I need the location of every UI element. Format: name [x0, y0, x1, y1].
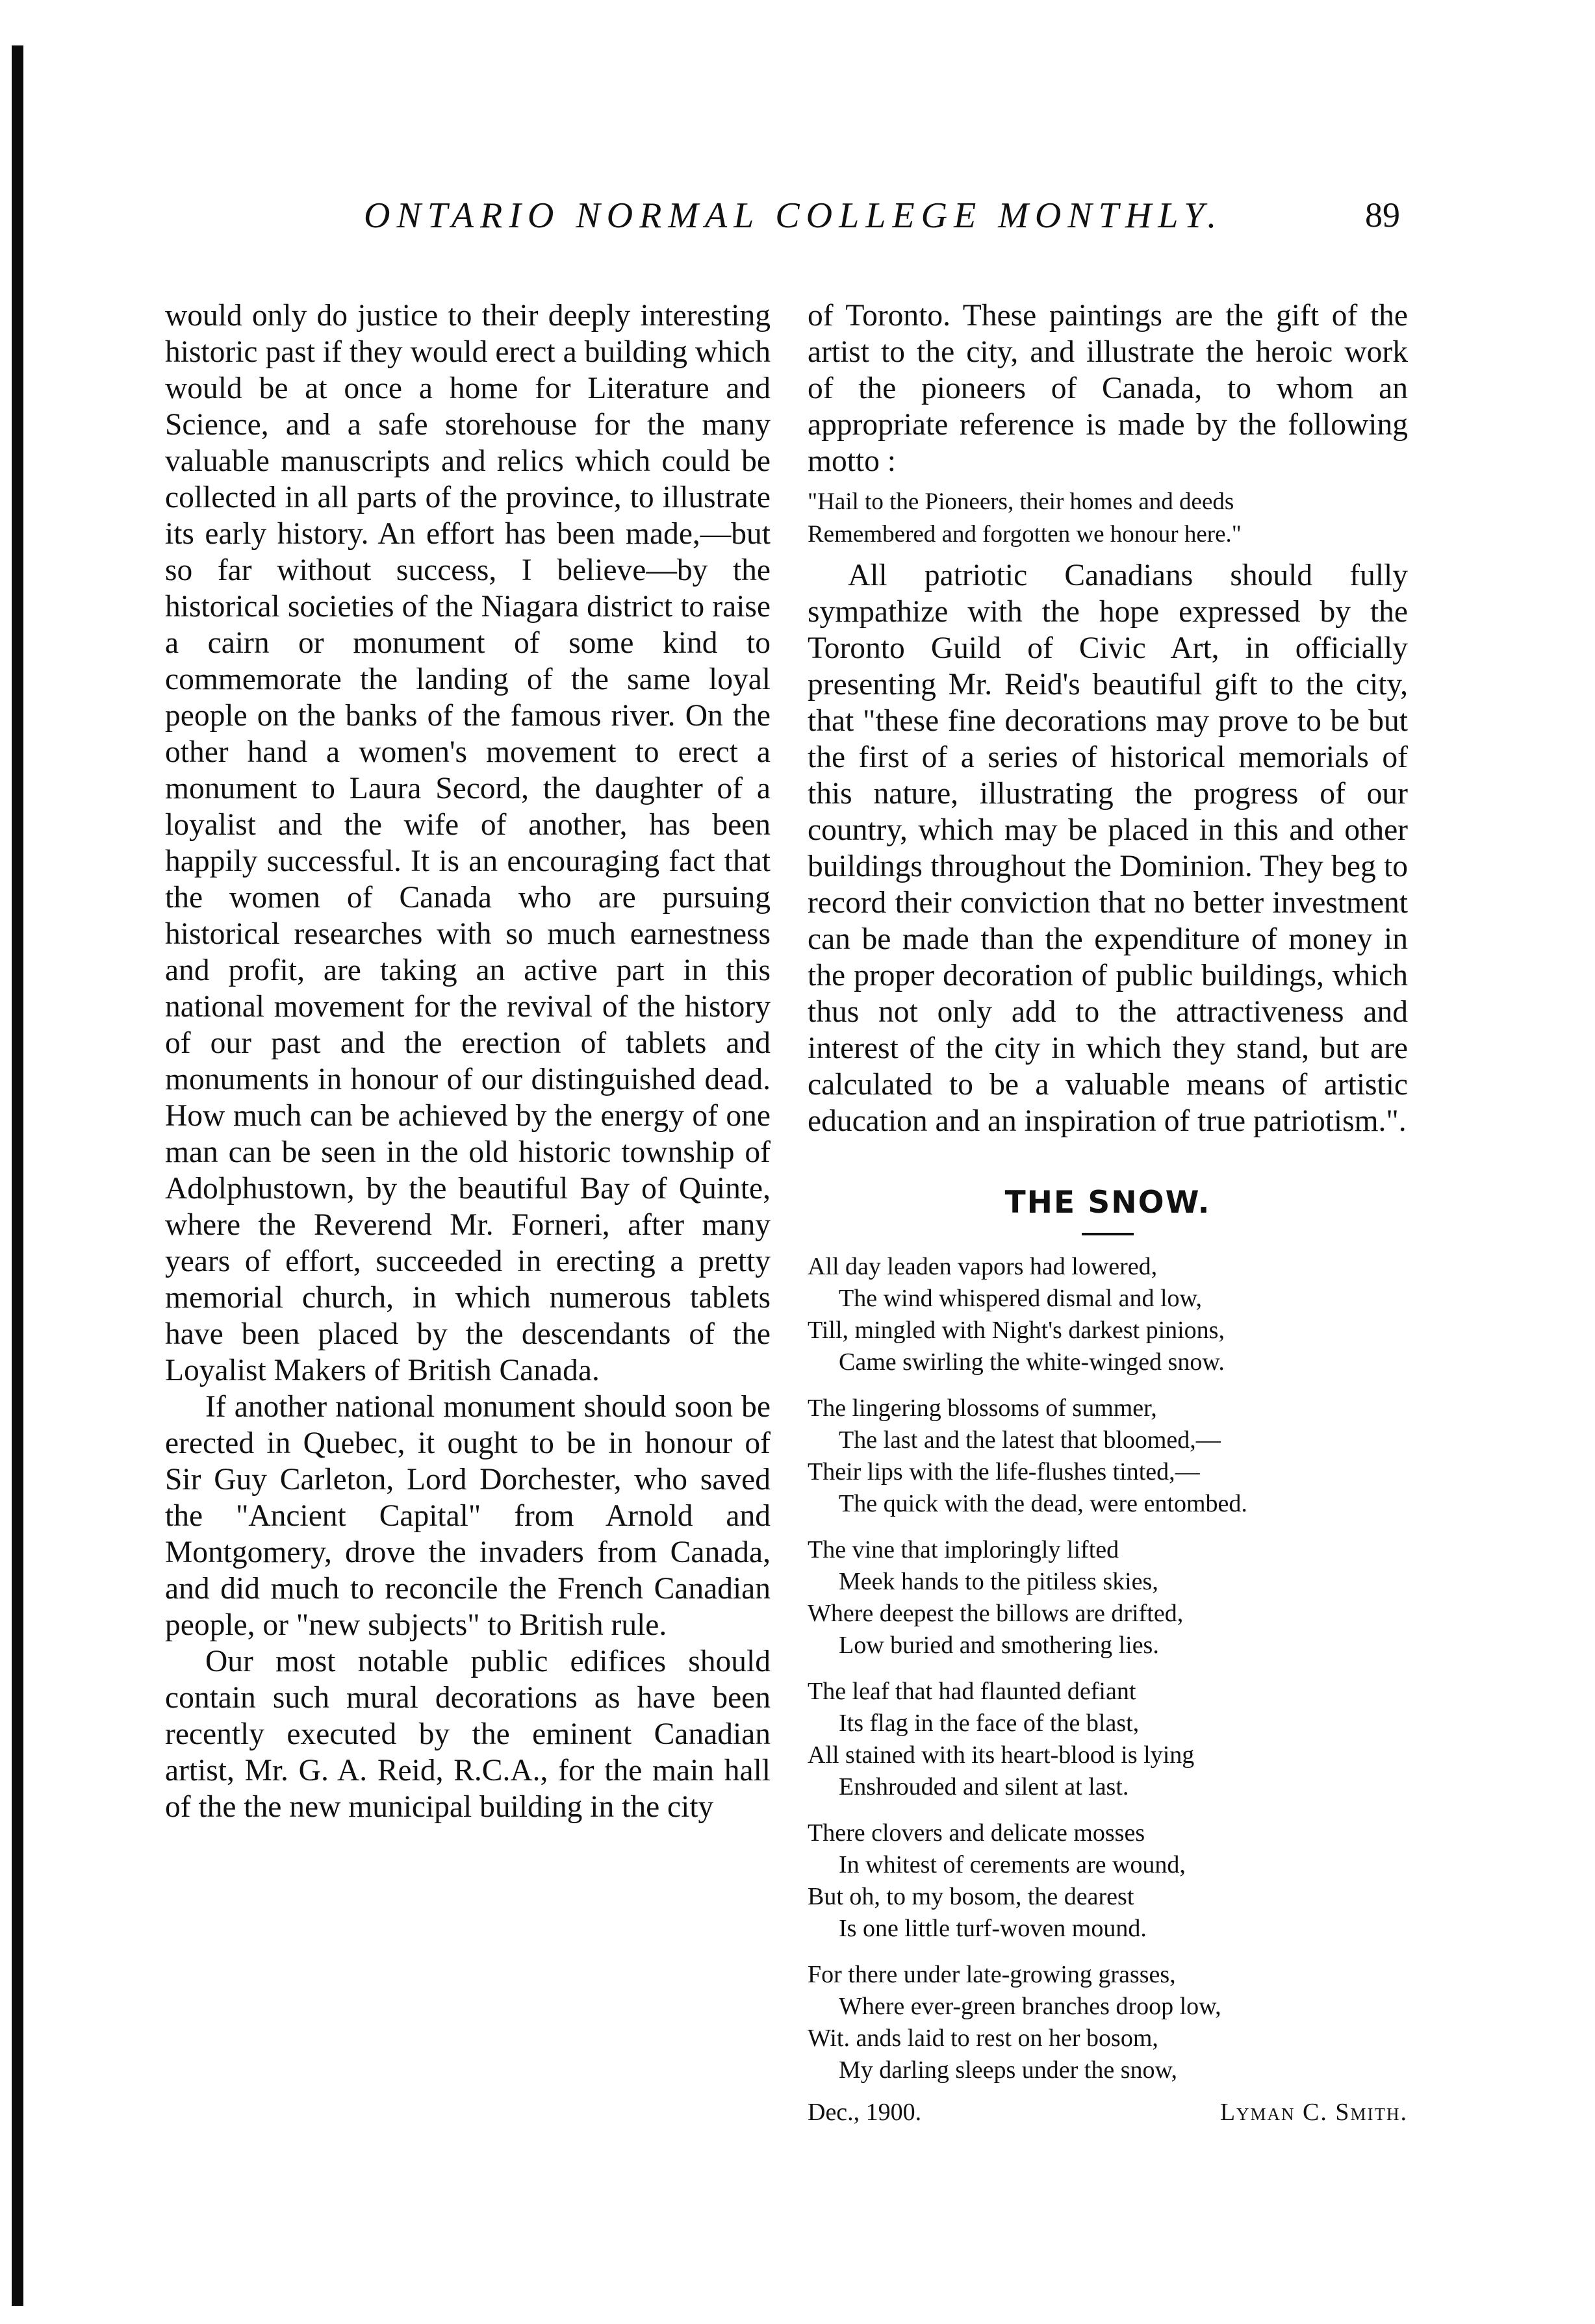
right-paragraph-2: All patriotic Canadians should fully sympathize with the hope expressed by the Toronto Guild of Civic Art, in officially presenting Mr. Reid's beautiful gift to the city, that "these fine decorations may prove to be but the first of a series of historical memorials of this nature, illustrating the progress of our country, which may be placed in this and other buildings throughout the Dominion. They beg to record their conviction that no better investment can be made than the expenditure of money in the proper decoration of public buildings, which thus not only add to the attractiveness and interest of the city in which they stand, but are calculated to be a valuable means of artistic education and an inspiration of true patriotism.".: [808, 559, 1408, 1138]
poem-author: Lyman C. Smith.: [1219, 2099, 1408, 2126]
poem-stanza: [808, 1676, 1408, 1803]
poem-line: The last and the latest that bloomed,—: [839, 1426, 1221, 1454]
left-paragraph-1: would only do justice to their deeply interesting historic past if they would erect a building which would be at once a home for Literature and Science, and a safe storehouse for the many valuable manuscripts and relics which could be collected in all parts of the province, to illustrate its early history. An effort has been made,—but so far without success, I believe—by the historical societies of the Niagara district to raise a cairn or monument of some kind to commemorate the landing of the same loyal people on the banks of the famous river. On the other hand a women's movement to erect a monument to Laura Secord, the daughter of a loyalist and the wife of another, has been happily successful. It is an encouraging fact that the women of Canada who are pursuing historical researches with so much earnestness and profit, are taking an active part in this national movement for the revival of the history of our past and the erection of tablets and monuments in honour of our distinguished dead. How much can be achieved by the energy of one man can be seen in the old historic township of Adolphustown, by the beautiful Bay of Quinte, where the Reverend Mr. Forneri, after many years of effort, succeeded in erecting a pretty memorial church, in which numerous tablets have been placed by the descendants of the Loyalist Makers of British Canada.: [165, 299, 771, 1387]
page-header: [364, 195, 1400, 247]
poem-stanza: [808, 1534, 1408, 1661]
page-number: 89: [1365, 196, 1400, 234]
pioneers-motto: [808, 486, 1408, 551]
right-paragraph-1: of Toronto. These paintings are the gift of the artist to the city, and illustrate the heroic work of the pioneers of Canada, to whom an appropriate reference is made by the following motto :: [808, 299, 1408, 478]
left-paragraph-2: If another national monument should soon be erected in Quebec, it ought to be in honour of Sir Guy Carleton, Lord Dorchester, who saved the "Ancient Capital" from Arnold and Montgomery, drove the invaders from Canada, and did much to reconcile the French Canadian people, or "new subjects" to British rule.: [165, 1390, 771, 1642]
poem-line: Where ever-green branches droop low,: [839, 1993, 1221, 2020]
poem-line: The leaf that had flaunted defiant: [808, 1678, 1136, 1705]
poem-line: Wit. ands laid to rest on her bosom,: [808, 2025, 1158, 2052]
poem-line: The wind whispered dismal and low,: [839, 1285, 1202, 1312]
poem: [808, 1251, 1408, 2129]
poem-line: Their lips with the life-flushes tinted,—: [808, 1458, 1200, 1485]
poem-line: But oh, to my bosom, the dearest: [808, 1883, 1134, 1910]
poem-line: The vine that imploringly lifted: [808, 1536, 1119, 1563]
poem-line: My darling sleeps under the snow,: [839, 2056, 1177, 2084]
poem-date: Dec., 1900.: [808, 2099, 922, 2126]
right-column: [808, 297, 1408, 2129]
poem-line: Meek hands to the pitiless skies,: [839, 1568, 1158, 1595]
poem-line: The quick with the dead, were entombed.: [839, 1490, 1247, 1517]
poem-stanza: [808, 1251, 1408, 1378]
poem-line: In whitest of cerements are wound,: [839, 1851, 1186, 1878]
poem-stanza: [808, 1959, 1408, 2086]
poem-line: Enshrouded and silent at last.: [839, 1773, 1129, 1800]
left-column: [165, 297, 771, 1825]
poem-line: Low buried and smothering lies.: [839, 1632, 1159, 1659]
poem-line: Till, mingled with Night's darkest pinions,: [808, 1317, 1225, 1344]
poem-stanza: [808, 1817, 1408, 1945]
poem-signature: [808, 2097, 1408, 2129]
poem-line: For there under late-growing grasses,: [808, 1961, 1176, 1988]
poem-line: Is one little turf-woven mound.: [839, 1915, 1147, 1942]
poem-line: All stained with its heart-blood is lying: [808, 1741, 1195, 1769]
title-rule-divider: [1082, 1233, 1134, 1235]
poem-line: The lingering blossoms of summer,: [808, 1395, 1157, 1422]
poem-line: Where deepest the billows are drifted,: [808, 1600, 1184, 1627]
poem-line: Came swirling the white-winged snow.: [839, 1348, 1225, 1376]
poem-line: There clovers and delicate mosses: [808, 1819, 1145, 1847]
motto-line: Remembered and forgotten we honour here.": [808, 521, 1242, 548]
left-paragraph-3: Our most notable public edifices should contain such mural decorations as have been recently executed by the eminent Canadian artist, Mr. G. A. Reid, R.C.A., for the main hall of the the new municipal building in the city: [165, 1645, 771, 1824]
motto-line: "Hail to the Pioneers, their homes and deeds: [808, 488, 1234, 515]
poem-line: All day leaden vapors had lowered,: [808, 1253, 1158, 1280]
running-title: ONTARIO NORMAL COLLEGE MONTHLY.: [364, 196, 1223, 236]
poem-line: Its flag in the face of the blast,: [839, 1710, 1140, 1737]
poem-stanza: [808, 1393, 1408, 1520]
poem-title: THE SNOW.: [1004, 1185, 1211, 1220]
page-binding-edge: [12, 45, 23, 2306]
